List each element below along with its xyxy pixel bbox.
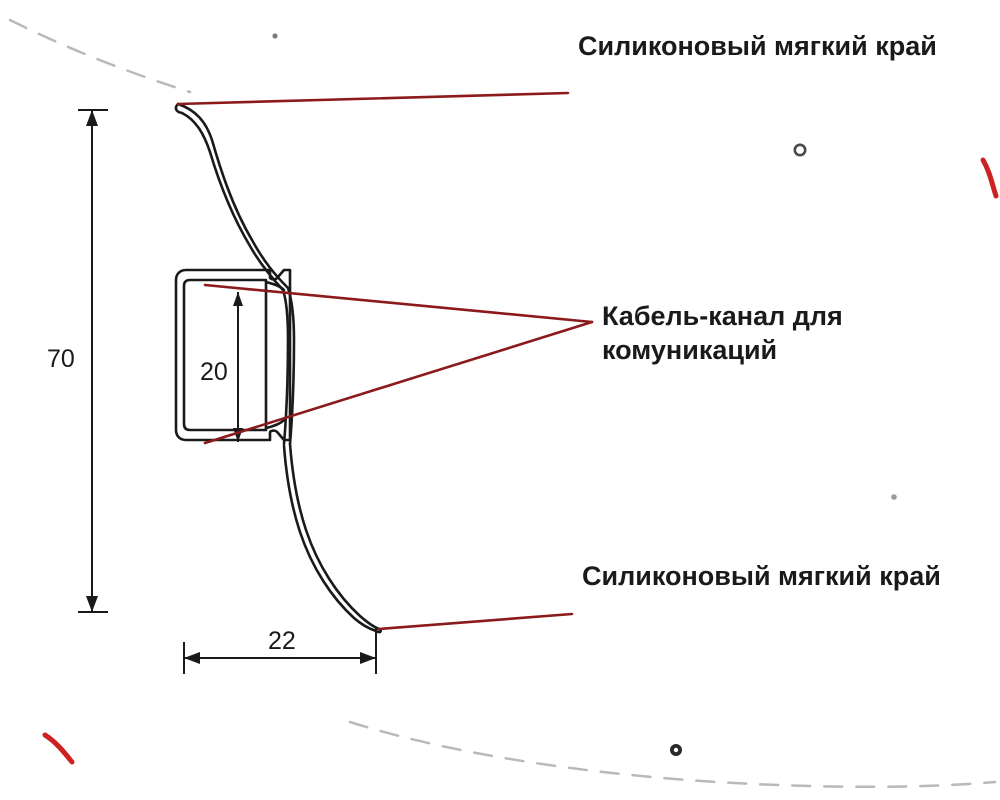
scan-artifact-dashed-curves	[10, 20, 995, 787]
dimension-height-70	[78, 110, 108, 612]
scan-artifact-specks	[45, 33, 996, 762]
leader-cable-channel-upper	[205, 285, 592, 322]
dimension-label-width: 22	[268, 627, 296, 655]
label-top-silicone-edge: Силиконовый мягкий край	[578, 31, 937, 61]
leader-top-edge	[178, 93, 568, 104]
dimension-label-height: 70	[47, 345, 75, 373]
leader-lines	[178, 93, 592, 629]
dimension-label-channel-height: 20	[200, 358, 228, 386]
leader-cable-channel-lower	[205, 322, 592, 443]
leader-bottom-edge	[379, 614, 572, 629]
dimension-channel-20	[233, 292, 243, 442]
label-bottom-silicone-edge: Силиконовый мягкий край	[582, 561, 941, 591]
label-cable-channel: Кабель-канал для комуникаций	[602, 301, 843, 365]
